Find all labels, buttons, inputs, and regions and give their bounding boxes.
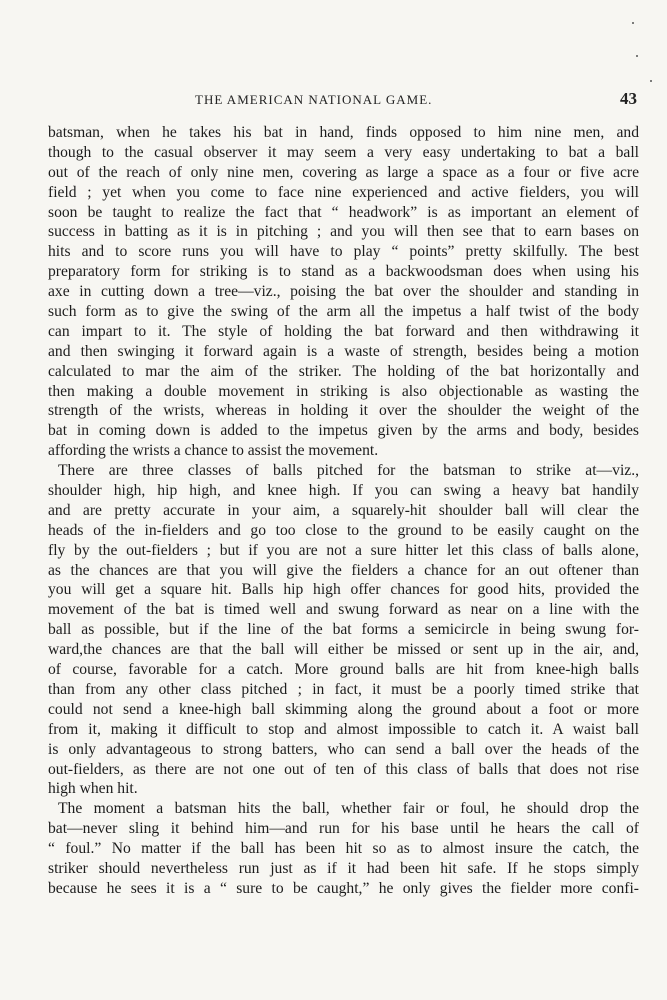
paragraph (48, 461, 639, 799)
text-line: batsman, when he takes his bat in hand, finds opposed to him nine men, and (48, 124, 639, 141)
text-line: than from any other class pitched ; in fact, it must be a poorly timed strike that (48, 680, 639, 698)
text-line: high when hit. (48, 780, 138, 798)
text-line: success in batting as it is in pitching ; and you will then see that to earn bases on (48, 223, 639, 241)
scan-speck (650, 80, 652, 82)
text-line: then making a double movement in striking is also objectionable as wasting the (48, 382, 639, 400)
text-line: strength of the wrists, whereas in holding it over the shoulder the weight of the (48, 402, 639, 420)
text-line: movement of the bat is timed well and swung forward as near on a line with the (48, 601, 639, 619)
text-line: heads of the in-fielders and go too close to the ground to be easily caught on the (48, 521, 639, 539)
text-line: from it, making it difficult to stop and almost impossible to catch it. A waist ball (48, 720, 639, 738)
text-line: as the chances are that you will give the fielders a chance for an out oftener than (48, 561, 639, 579)
text-line: shoulder high, hip high, and knee high. If you can swing a heavy bat handily (48, 482, 639, 500)
text-line: of course, favorable for a catch. More ground balls are hit from knee-high balls (48, 661, 639, 679)
scan-speck (636, 55, 638, 57)
text-line: bat—never sling it behind him—and run for his base until he hears the call of (48, 820, 639, 838)
text-line: “ foul.” No matter if the ball has been hit so as to almost insure the catch, the (48, 840, 639, 858)
text-line: out of the reach of only nine men, covering as large a space as a four or five acre (48, 163, 639, 181)
text-line: is only advantageous to strong batters, who can send a ball over the heads of the (48, 740, 639, 758)
text-line: The moment a batsman hits the ball, whether fair or foul, he should drop the (58, 800, 639, 818)
body-text (48, 123, 639, 899)
text-line: and are pretty accurate in your aim, a squarely-hit shoulder ball will clear the (48, 501, 639, 519)
text-line: soon be taught to realize the fact that “ headwork” is as important an element of (48, 203, 639, 221)
text-line: could not send a knee-high ball skimming along the ground about a foot or more (48, 700, 639, 718)
page-header (0, 88, 667, 114)
text-line: ball as possible, but if the line of the bat forms a semicircle in being swung for- (48, 621, 639, 639)
text-line: fly by the out-fielders ; but if you are not a sure hitter let this class of balls alone, (48, 541, 639, 559)
text-line: and then swinging it forward again is a waste of strength, besides being a motion (48, 342, 639, 360)
text-line: bat in coming down is added to the impetus given by the arms and body, besides (48, 422, 639, 440)
text-line: hits and to score runs you will have to play “ points” pretty skilfully. The best (48, 243, 639, 261)
page-number: 43 (620, 89, 637, 108)
paragraph (48, 799, 639, 898)
text-line: affording the wrists a chance to assist the movement. (48, 442, 379, 460)
text-line: There are three classes of balls pitched for the batsman to strike at—viz., (58, 462, 639, 480)
text-line: ward,the chances are that the ball will either be missed or sent up in the air, and, (48, 641, 639, 659)
text-line: out-fielders, as there are not one out of ten of this class of balls that does not rise (48, 760, 639, 778)
scan-speck (632, 22, 634, 24)
text-line: axe in cutting down a tree—viz., poising the bat over the shoulder and standing in (48, 283, 639, 301)
text-line: preparatory form for striking is to stand as a backwoodsman does when using his (48, 263, 639, 281)
text-line: striker should nevertheless run just as if it had been hit safe. If he stops simply (48, 859, 639, 877)
text-line: such form as to give the swing of the arm all the impetus a half twist of the body (48, 303, 639, 321)
running-title: THE AMERICAN NATIONAL GAME. (195, 92, 433, 107)
text-line: can impart to it. The style of holding the bat forward and then withdrawing it (48, 322, 639, 340)
text-line: you will get a square hit. Balls hip high offer chances for good hits, provided the (48, 581, 639, 599)
text-line: calculated to mar the aim of the striker. The holding of the bat horizontally and (48, 362, 639, 380)
text-line: because he sees it is a “ sure to be caught,” he only gives the fielder more confi- (48, 879, 639, 897)
text-line: though to the casual observer it may seem a very easy undertaking to bat a ball (48, 143, 639, 161)
text-line: field ; yet when you come to face nine experienced and active fielders, you will (48, 183, 639, 201)
paragraph (48, 123, 639, 461)
